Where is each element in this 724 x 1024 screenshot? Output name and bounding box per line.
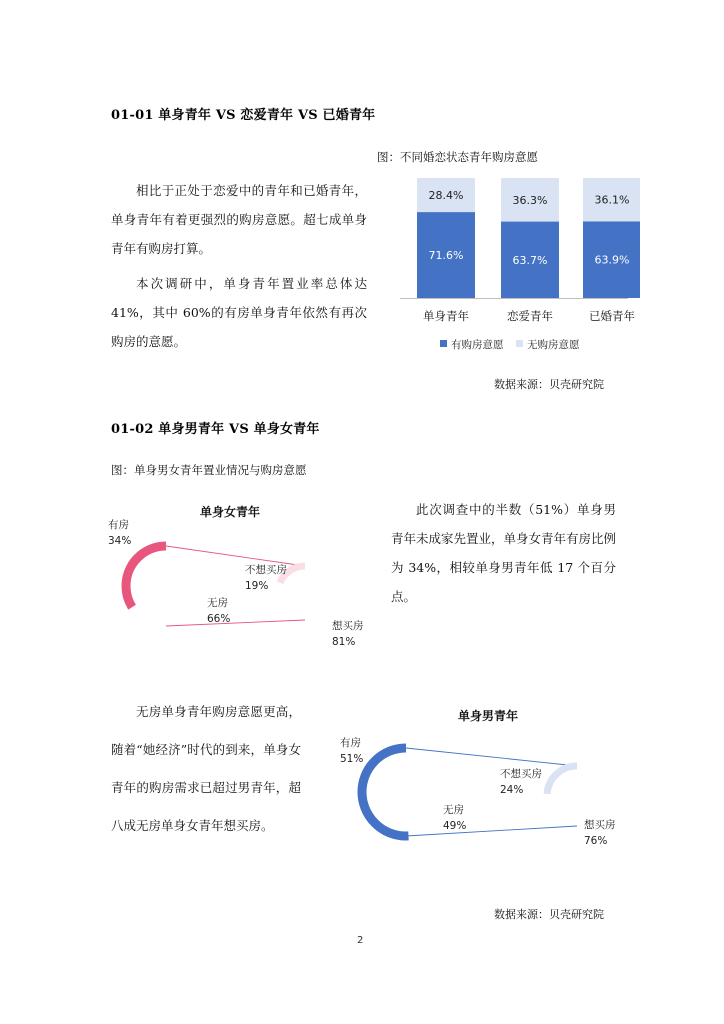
section-title-1: 01-01 单身青年 VS 恋爱青年 VS 已婚青年 xyxy=(111,108,376,123)
x-tick-label: 单身青年 xyxy=(423,309,469,323)
connector-line xyxy=(166,620,305,626)
paragraph: 此次调查中的半数（51%）单身男青年未成家先置业，单身女青年有房比例为 34%，相较单身男青年低 17 个百分点。 xyxy=(391,502,617,604)
male-donut-chart xyxy=(332,700,632,860)
slice-label: 不想买房 xyxy=(245,564,287,576)
chart-title: 单身女青年 xyxy=(199,505,261,519)
legend-label: 有购房意愿 xyxy=(451,339,504,351)
chart-title: 单身男青年 xyxy=(457,709,519,723)
paragraph: 相比于正处于恋爱中的青年和已婚青年，单身青年有着更强烈的购房意愿。超七成单身青年有购房打算。 xyxy=(111,183,367,256)
slice-percent: 66% xyxy=(207,613,231,625)
data-label: 63.9% xyxy=(594,253,630,267)
page-number: 2 xyxy=(357,935,364,946)
section-title-2: 01-02 单身男青年 VS 单身女青年 xyxy=(111,422,320,437)
slice-percent: 34% xyxy=(108,535,132,547)
female-donut-chart xyxy=(100,498,380,658)
x-tick-label: 已婚青年 xyxy=(589,309,635,323)
section2-text-right xyxy=(391,495,616,611)
slice-percent: 51% xyxy=(340,753,364,765)
data-source-2: 数据来源：贝壳研究院 xyxy=(494,908,604,921)
slice-percent: 81% xyxy=(332,636,356,648)
figure-caption-2: 图：单身男女青年置业情况与购房意愿 xyxy=(111,463,307,477)
donut-slice xyxy=(547,766,607,826)
connector-line xyxy=(166,546,305,566)
slice-label: 有房 xyxy=(108,519,129,531)
slice-label: 不想买房 xyxy=(500,768,542,780)
data-label: 71.6% xyxy=(428,249,464,263)
data-label: 36.3% xyxy=(512,193,548,207)
slice-percent: 49% xyxy=(443,820,467,832)
paragraph: 无房单身青年购房意愿更高，随着“她经济”时代的到来，单身女青年的购房需求已超过男青年，超八成无房单身女青年想买房。 xyxy=(111,704,301,833)
section2-text-left xyxy=(111,693,301,845)
figure-caption-1: 图：不同婚恋状态青年购房意愿 xyxy=(377,150,538,164)
slice-label: 无房 xyxy=(443,804,464,816)
slice-percent: 24% xyxy=(500,784,524,796)
data-label: 28.4% xyxy=(428,189,464,203)
slice-percent: 76% xyxy=(584,835,608,847)
slice-label: 想买房 xyxy=(332,620,364,632)
connector-line xyxy=(406,826,577,836)
stacked-bar-chart xyxy=(380,170,640,360)
data-label: 36.1% xyxy=(594,193,630,207)
data-source-1: 数据来源：贝壳研究院 xyxy=(494,378,604,391)
paragraph: 本次调研中，单身青年置业率总体达41%，其中 60%的有房单身青年依然有再次购房的意愿。 xyxy=(111,276,367,349)
slice-label: 有房 xyxy=(340,737,361,749)
donut-slice xyxy=(362,748,450,836)
legend-label: 无购房意愿 xyxy=(527,339,580,351)
data-label: 63.7% xyxy=(512,253,548,267)
legend-swatch xyxy=(440,340,447,347)
slice-percent: 19% xyxy=(245,580,269,592)
section1-text xyxy=(111,176,367,356)
slice-label: 想买房 xyxy=(584,819,616,831)
donut-slice xyxy=(126,546,206,626)
legend-swatch xyxy=(516,340,523,347)
connector-line xyxy=(406,748,577,766)
x-tick-label: 恋爱青年 xyxy=(507,309,553,323)
slice-label: 无房 xyxy=(207,597,228,609)
